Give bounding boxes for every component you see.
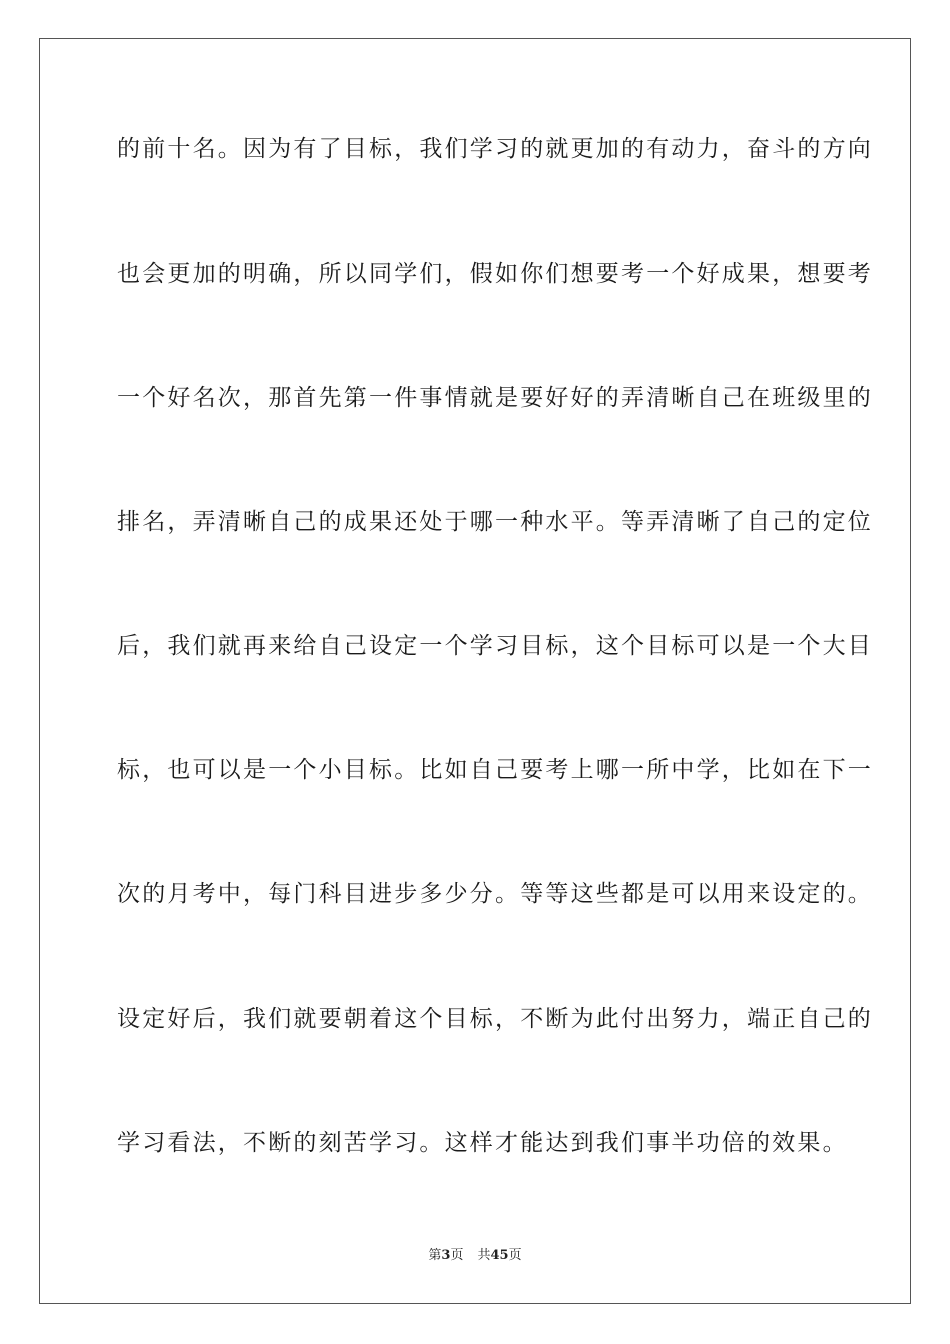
text-line: 次的月考中，每门科目进步多少分。等等这些都是可以用来设定的。 [117, 881, 873, 907]
page-label-prefix: 第 [428, 1248, 442, 1263]
page-footer [0, 1247, 950, 1265]
text-line: 排名，弄清晰自己的成果还处于哪一种水平。等弄清晰了自己的定位 [117, 509, 873, 535]
text-line: 一个好名次，那首先第一件事情就是要好好的弄清晰自己在班级里的 [117, 385, 873, 411]
text-line: 标，也可以是一个小目标。比如自己要考上哪一所中学，比如在下一 [117, 757, 873, 783]
page-label-suffix: 页 [450, 1248, 464, 1263]
text-line: 也会更加的明确，所以同学们，假如你们想要考一个好成果，想要考 [117, 261, 873, 287]
page-border [39, 38, 911, 1304]
text-line: 设定好后，我们就要朝着这个目标，不断为此付出努力，端正自己的 [117, 1006, 873, 1032]
total-pages: 45 [490, 1248, 509, 1263]
text-line: 后，我们就再来给自己设定一个学习目标，这个目标可以是一个大目 [117, 633, 873, 659]
page-number: 3 [441, 1248, 451, 1263]
total-label-prefix: 共 [477, 1248, 491, 1263]
text-line: 学习看法，不断的刻苦学习。这样才能达到我们事半功倍的效果。 [117, 1130, 848, 1156]
total-label-suffix: 页 [508, 1248, 522, 1263]
text-line: 的前十名。因为有了目标，我们学习的就更加的有动力，奋斗的方向 [117, 136, 873, 162]
